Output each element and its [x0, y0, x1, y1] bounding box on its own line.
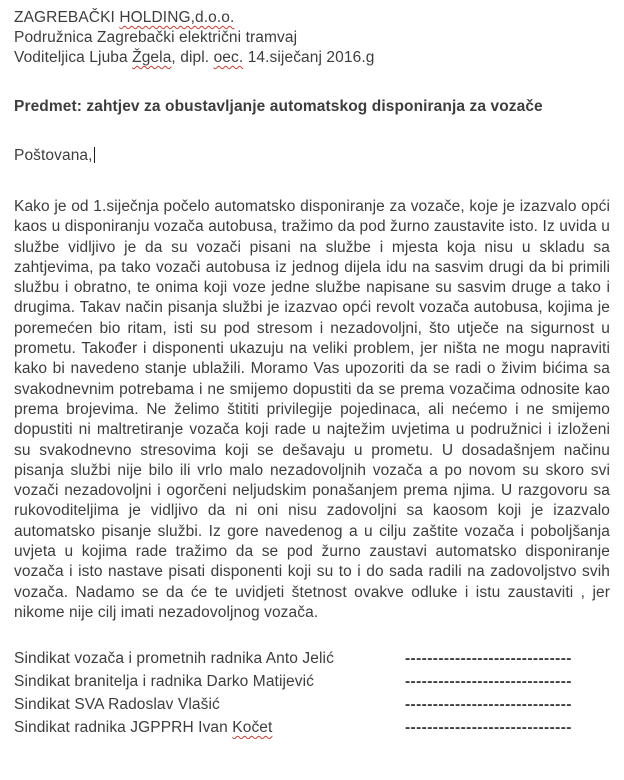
misspelled-degree-abbrev: oec.	[213, 49, 244, 66]
body-paragraph[interactable]: Kako je od 1.siječnja počelo automatsko disponiranje za vozače, koje je izazvalo opći kaos u disponiranju vozača autobusa, tražimo da pod žurno zaustavite isto. Iz uvida u službe vidljivo je da su vozači pisani na službe i mjesta koja nisu u skladu sa zahtjevima, pa tako vozači autobusa iz jednog dijela idu na sasvim drugi da bi primili službu i obratno, te onima koji voze jedne službe napisane su sasvim druge a tako i drugima. Takav način pisanja službi je izazvao opći revolt vozača autobusa, kojima je poremećen bio ritam, isti su pod stresom i nezadovoljni, što utječe na sigurnost u prometu. Također i disponenti ukazuju na veliki problem, jer ništa ne mogu napraviti kako bi navedeno stanje ublažili. Moramo Vas upozoriti da se radi o živim bićima sa svakodnevnim potrebama i ne smijemo dopustiti da se prema vozačima odnosite kao prema brojevima. Ne želimo štititi privilegije pojedinaca, ali nećemo i ne smijemo dopustiti ni maltretiranje vozača koji rade u najtežim uvjetima u podružnici i izloženi su svakodnevno stresovima koji se dešavaju u prometu. U dosadašnjem načinu pisanja službi nije bilo ili vrlo malo nezadovoljnih vozača a po novom su skoro svi vozači nezadovoljni i ogorčeni neljudskim ponašanjem prema njima. U razgovoru sa rukovoditeljima je vidljivo da ni oni nisu zadovoljni sa kaosom koji je izazvalo automatsko pisanje službi. Iz gore navedenog a u cilju zaštite vozača i poboljšanja uvjeta u kojima rade tražimo da se pod žurno zaustavi automatsko disponiranje vozača i isto nastave pisati disponenti koji su to i do sada radili na zadovoljstvo svih vozača. Nadamo se da će te uvidjeti štetnost ovakve odluke i istu zaustaviti , jer nikome nije cilj imati nezadovoljnog vozača.	[14, 198, 610, 621]
signature-label	[14, 716, 405, 739]
branch-line[interactable]	[14, 28, 610, 48]
text-caret	[94, 147, 95, 163]
signature-dash-line: ------------------------------	[405, 719, 572, 737]
signature-row[interactable]	[14, 647, 610, 670]
misspelled-company-suffix: HOLDING,d.o.o.	[119, 9, 235, 26]
misspelled-signature-word: Kočet	[232, 719, 273, 737]
company-name-text: ZAGREBAČKI	[14, 9, 120, 26]
signature-row[interactable]	[14, 670, 610, 693]
union-name-text: Sindikat radnika JGPPRH Ivan	[14, 719, 233, 737]
letter-header	[14, 8, 610, 68]
date-text: 14.siječanj 2016.g	[243, 49, 375, 66]
manager-date-line[interactable]	[14, 48, 610, 68]
union-name-text: Sindikat branitelja i radnika Darko Matijević	[14, 673, 314, 691]
manager-prefix-text: Voditeljica Ljuba	[14, 49, 133, 66]
manager-mid-text: , dipl.	[171, 49, 214, 66]
salutation-text: Poštovana,	[14, 147, 93, 164]
union-name-text: Sindikat vozača i prometnih radnika Anto Jelić	[14, 650, 334, 668]
signature-dash-line: ------------------------------	[405, 673, 572, 691]
salutation-line[interactable]	[14, 146, 610, 166]
signature-row[interactable]	[14, 716, 610, 739]
branch-text: Podružnica Zagrebački električni tramvaj	[14, 29, 298, 46]
signature-label	[14, 693, 405, 716]
signature-block	[14, 647, 610, 739]
union-name-text: Sindikat SVA Radoslav Vlašić	[14, 696, 220, 714]
subject-line[interactable]: Predmet: zahtjev za obustavljanje automatskog disponiranja za vozače	[14, 98, 543, 115]
misspelled-manager-name: Žgela	[132, 49, 172, 66]
signature-row[interactable]	[14, 693, 610, 716]
signature-dash-line: ------------------------------	[405, 650, 572, 668]
signature-dash-line: ------------------------------	[405, 696, 572, 714]
company-line[interactable]	[14, 8, 610, 28]
signature-label	[14, 647, 405, 670]
signature-label	[14, 670, 405, 693]
